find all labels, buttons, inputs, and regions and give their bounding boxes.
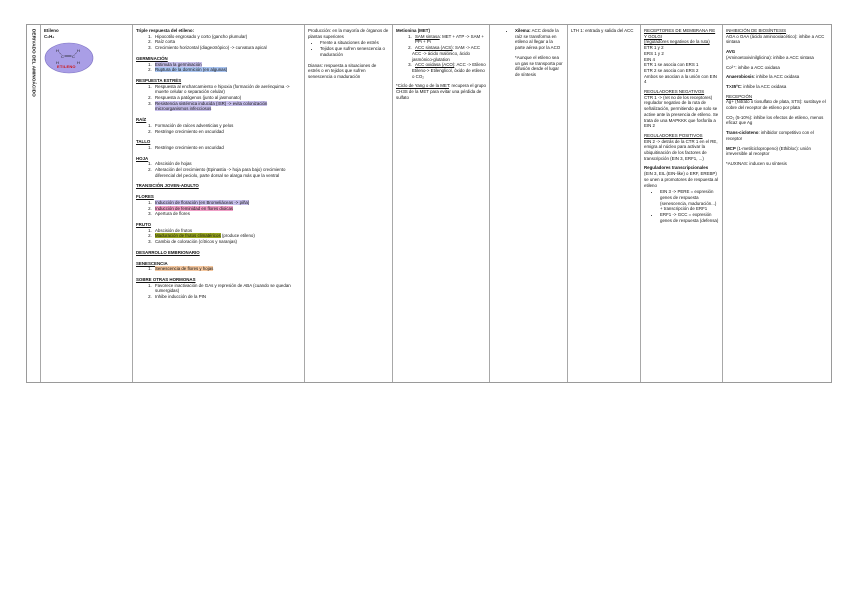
- co2-text: CO₂ (5-10%): inhibe los efectos de etileno, menos eficaz que Ag: [726, 114, 824, 126]
- transcription-title: Reguladores transcripcionales: [644, 165, 709, 171]
- list-item: 2. Inhibe inducción de la PIN: [153, 294, 301, 300]
- yang-cycle: *Ciclo de Yang o de la MET: recupera el grupo CH3S de la MET para evitar una pérdida de sulfato: [396, 83, 486, 100]
- biosynthesis-title: Metionina (MET): [396, 28, 430, 33]
- positive-regulators-text: EIN 2 -> detrás de la CTR 1 en el RE, emigra al núcleo para activar la ubiquitinación de los factores de transcripción (EIN 3, ERF1, ...): [644, 138, 718, 161]
- receptor-list: [644, 45, 719, 62]
- anaerobiosis-text: Anaerobiosis: inhibe la ACC oxidasa: [726, 74, 800, 80]
- aoa-text: AOA o OAA (ácido aminooxiacético): inhibe a ACC sintasa: [726, 33, 825, 45]
- ethylene-derivatives: Etileno-> Etilenglicol, óxido de etileno o CO₂: [412, 67, 485, 79]
- column-inhibition: [723, 25, 831, 382]
- list-item: 2. Raíz corta: [153, 39, 301, 45]
- list-item: 3. Crecimiento horizontal (diageotrópico) -> curvatura apical: [153, 45, 301, 51]
- inhibition-title: INHIBICIÓN DE BIOSÍNTESIS: [726, 28, 787, 33]
- list-item: 1. SAM sintasa: MET + ATP -> SAM + PPi + Pi: [413, 34, 486, 45]
- molecule-label: ETILENO: [57, 64, 76, 70]
- reception-title: RECEPCIÓN: [726, 93, 753, 99]
- list-item: 3. Resistencia sistémica inducida (ISR) -> evita colonización microorganismos infecciosos: [153, 101, 301, 112]
- list-item: • EIN 3 -> PERE = expresión genes de respuesta (senescencia, maduración...) + transcripción de ERF1: [660, 189, 719, 212]
- transcription-bullets: [644, 189, 719, 223]
- section-transicion: TRANSICIÓN JOVEN-ADULTO: [136, 183, 199, 189]
- list-item: 1. Formación de raíces adventicias y pelos: [153, 123, 301, 129]
- list-item: 3. Cambio de coloración (cítricos y naranjas): [153, 239, 301, 245]
- production-bullets: [308, 40, 389, 57]
- etr2-text: ETR 2 se asocia con ERS 2: [644, 67, 699, 73]
- hormone-formula: C₂H₄: [44, 33, 55, 39]
- list-item: 1. Hipocotilo engrosado y corto (gancho plumular): [153, 34, 301, 40]
- section-tallo: TALLO: [136, 139, 151, 145]
- svg-text:C: C: [72, 54, 75, 60]
- list-item: 2. Alteración del crecimiento (Epinastia -> hoja para bajo) crecimiento diferencial del peciolo, parte dorsal se alarga más que la ventral: [153, 167, 301, 178]
- column-production: [305, 25, 393, 382]
- germinacion-list: [136, 62, 301, 73]
- section-desarrollo: DESARROLLO EMBRIONARIO: [136, 249, 200, 255]
- list-item: • Tejidos que sufren senescencia o maduración: [320, 46, 389, 57]
- list-item: 2. Restringe crecimiento en oscuridad: [153, 129, 301, 135]
- receptors-subtitle: (reguladores negativos de la ruta): [644, 39, 710, 45]
- positive-regulators-title: REGULADORES POSITIVOS: [644, 132, 703, 138]
- tallo-list: [136, 145, 301, 151]
- list-item: 2. Respuesta a patógenos (junto al jasmonato): [153, 95, 301, 101]
- otras-list: [136, 283, 301, 300]
- column-receptors: [641, 25, 723, 382]
- silver-text: Ag+ (Nitrato o tiosulfato de plata, STS): sustituye el cobre del receptor de etileno por plata: [726, 99, 826, 111]
- list-item: 1. Inducción de floración (en Bromeliáceas -> piña): [153, 200, 301, 206]
- negative-regulators-text: CTR 1 -> (ret no de los receptores) regulador negativo de la ruta de señalización, permitiendo que solo se active ante la presencia de etileno. Se trata de una MAPKKK que fosforila a EIN 2: [644, 94, 719, 129]
- column-transport: [490, 25, 568, 382]
- list-item: 1. Restringe crecimiento en oscuridad: [153, 145, 301, 151]
- transport-note: *Aunque el etileno sea un gas se transporta por difusión desde el lugar de síntesis: [515, 54, 563, 77]
- list-item: 2. ACC sintasa (ACS): SAM -> ACC: [413, 45, 486, 51]
- flores-list: [136, 200, 301, 217]
- column-effects: [133, 25, 305, 382]
- avg-text: (Aminoetoxivinilglicina): inhibe a ACC sintasa: [726, 54, 814, 60]
- raiz-list: [136, 123, 301, 134]
- list-item: ETR 1 y 2: [644, 45, 664, 51]
- dianas-text: Dianas: respuesta a situaciones de estrés o en tejidos que sufren senescencia o maduración: [308, 62, 377, 79]
- ambos-text: Ambos se asocian a la unión con EIN 4: [644, 73, 717, 85]
- list-item: ERS 1 y 2: [644, 50, 664, 56]
- section-flores: FLORES: [136, 194, 154, 200]
- list-item: 1. Abscisión de frutos: [153, 228, 301, 234]
- transcicloteno-text: Trans-cicloteno: inhibidor competitivo con el receptor: [726, 130, 814, 141]
- fruto-list: [136, 228, 301, 245]
- section-otras-hormonas: SOBRE OTRAS HORMONAS: [136, 276, 196, 282]
- section-raiz: RAÍZ: [136, 117, 147, 123]
- list-item: 3. Apertura de flores: [153, 211, 301, 217]
- estres-list: [136, 84, 301, 113]
- temperature-text: T>35ºC: inhibe la ACC oxidasa: [726, 83, 787, 89]
- lth-text: LTH 1: entrada y salida del ACC: [571, 28, 634, 33]
- svg-text:H: H: [56, 60, 59, 66]
- list-item: 3. ACC oxidasa (ACO): ACC -> Etileno: [413, 62, 486, 68]
- transport-list: [493, 28, 564, 51]
- production-intro: Producción: en la mayoría de órganos de plantas superiores: [308, 28, 389, 39]
- transcription-text: (EIN 3, EIL (EIN-like) o ERF, EREBP) se unen a promotores de respuesta al etileno: [644, 171, 718, 188]
- section-fruto: FRUTO: [136, 221, 152, 227]
- senescencia-list: [136, 266, 301, 272]
- column-category: [27, 25, 41, 382]
- biosynthesis-steps: [396, 34, 486, 51]
- list-item: 1. Abscisión de hojas: [153, 161, 301, 167]
- section-germinacion: GERMINACIÓN: [136, 55, 168, 61]
- cobalt-text: Co²⁺: inhibe a ACC oxidasa: [726, 64, 780, 70]
- column-transporter: [568, 25, 641, 382]
- column-hormone: [41, 25, 133, 382]
- etr1-text: ETR 1 se asocia con ERS 1: [644, 62, 699, 68]
- negative-regulators-title: REGULADORES NEGATIVOS: [644, 89, 705, 95]
- list-item: 2. Maduración de frutos climatéricos (produce etileno): [153, 233, 301, 239]
- hormone-name: Etileno: [44, 28, 59, 33]
- mcp-text: MCP (1-metilciclopropeno) (Ethibloc): unión irreversible al receptor: [726, 145, 811, 157]
- hoja-list: [136, 161, 301, 178]
- vertical-title: DERIVADO DEL AMINOÁCIDO: [31, 29, 37, 97]
- svg-text:C: C: [61, 54, 64, 60]
- section-hoja: HOJA: [136, 155, 149, 161]
- list-item: 2. Inducción de feminidad en flores dioicas: [153, 206, 301, 212]
- section-senescencia: SENESCENCIA: [136, 260, 168, 266]
- list-item: 1. Estimula la germinación: [153, 62, 301, 68]
- list-item: 1. Senescencia de flores y hojas: [153, 266, 301, 272]
- summary-table: [26, 24, 832, 383]
- avg-title: AVG: [726, 49, 736, 55]
- svg-text:H: H: [56, 48, 59, 54]
- svg-text:H: H: [77, 60, 80, 66]
- ethylene-molecule-image: [44, 41, 94, 75]
- list-item: • ERF1 -> GCC = expresión genes de respuesta (defensa): [660, 212, 719, 223]
- list-item: • Frente a situaciones de estrés: [320, 40, 389, 46]
- list-item: • Xilema: ACC desde la raíz se transforma en etileno al llegar a la parte aérea por la ACO: [515, 28, 564, 51]
- auxinas-text: *AUXINAS: inducen su síntesis: [726, 160, 787, 166]
- svg-text:H: H: [77, 48, 80, 54]
- list-item: 1. Favorece inactivación de GAs y represión de ABA (cuando se quedan sumergidas): [153, 283, 301, 294]
- column-biosynthesis: [393, 25, 490, 382]
- list-item: 1. Respuesta al encharcamiento e hipoxia (formación de aerénquima -> muerte celular o separación celular): [153, 84, 301, 95]
- list-item: 2. Ruptura de la dormición (en algunas): [153, 67, 301, 73]
- receptors-title: RECEPTORES DE MEMBRANA RE Y GOLGI: [644, 28, 716, 39]
- section-estres: RESPUESTA ESTRÉS: [136, 77, 182, 83]
- list-item: EIN 4: [644, 56, 655, 62]
- acc-derivatives: ACC -> ácido malónico, ácido jasmónico-glutation: [412, 50, 470, 62]
- triple-response-heading: Triple respuesta del etileno:: [136, 28, 195, 33]
- triple-response-list: [136, 34, 301, 51]
